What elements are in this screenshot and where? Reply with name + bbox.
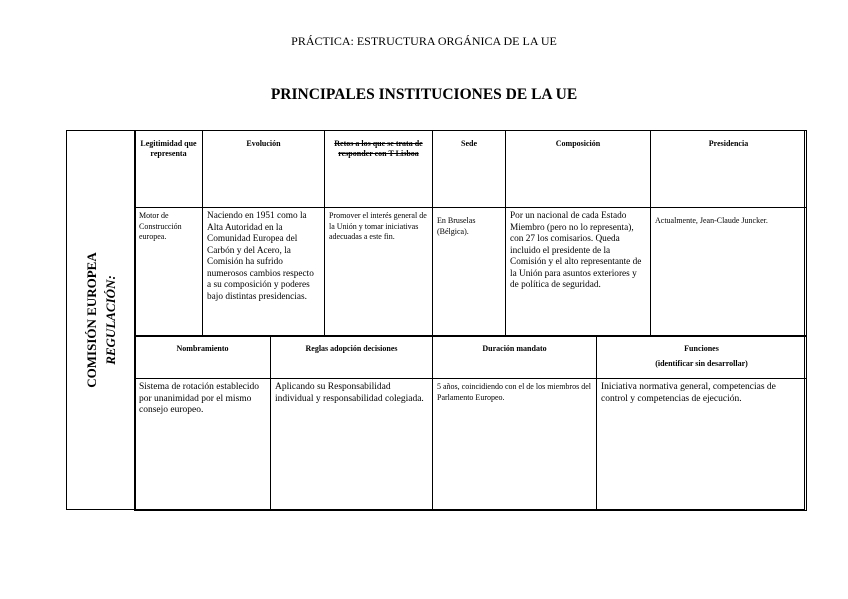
attributes-table-top <box>134 130 807 337</box>
value-funciones: Iniciativa normativa general, competencias de control y competencias de ejecución. <box>597 379 807 511</box>
table-row <box>135 208 807 337</box>
institutions-table <box>66 130 805 510</box>
header-sede: Sede <box>433 131 506 208</box>
value-presidencia: Actualmente, Jean-Claude Juncker. <box>651 208 807 337</box>
regulation-label: REGULACIÓN: <box>103 275 118 365</box>
page-title: PRINCIPALES INSTITUCIONES DE LA UE <box>270 86 578 103</box>
header-duracion: Duración mandato <box>433 336 597 379</box>
header-legitimidad: Legitimidad que representa <box>135 131 203 208</box>
header-presidencia: Presidencia <box>651 131 807 208</box>
value-reglas: Aplicando su Responsabilidad individual y responsabilidad colegiada. <box>271 379 433 511</box>
header-composicion: Composición <box>506 131 651 208</box>
value-duracion: 5 años, coincidiendo con el de los miembros del Parlamento Europeo. <box>433 379 597 511</box>
value-sede: En Bruselas (Bélgica). <box>433 208 506 337</box>
value-nombramiento: Sistema de rotación establecido por unanimidad por el mismo consejo europeo. <box>135 379 271 511</box>
value-composicion: Por un nacional de cada Estado Miembro (pero no lo representa), con 27 los comisarios. Queda incluido el presidente de la Comisión y el alto representante de la Unión para asuntos exteriores y de política de seguridad. <box>506 208 651 337</box>
header-retos: Retos a los que se trata de responder con T Lisboa <box>325 131 433 208</box>
value-evolucion: Naciendo en 1951 como la Alta Autoridad en la Comunidad Europea del Carbón y del Acero, la Comisión ha sufrido numerosos cambios respecto a su composición y poderes bajo distintas presidencias. <box>203 208 325 337</box>
attributes-table-bottom <box>134 335 807 511</box>
header-funciones-note: (identificar sin desarrollar) <box>655 359 748 368</box>
value-legitimidad: Motor de Construcción europea. <box>135 208 203 337</box>
table-row <box>135 379 807 511</box>
institution-name: COMISIÓN EUROPEA <box>84 252 99 388</box>
table-row <box>135 131 807 208</box>
header-funciones <box>597 336 807 379</box>
header-reglas: Reglas adopción decisiones <box>271 336 433 379</box>
header-nombramiento: Nombramiento <box>135 336 271 379</box>
page-header: PRÁCTICA: ESTRUCTURA ORGÁNICA DE LA UE <box>291 34 557 48</box>
side-label-cell <box>67 131 136 509</box>
value-retos: Promover el interés general de la Unión y tomar iniciativas adecuadas a este fin. <box>325 208 433 337</box>
header-evolucion: Evolución <box>203 131 325 208</box>
table-row <box>135 336 807 379</box>
header-funciones-label: Funciones <box>684 344 719 353</box>
